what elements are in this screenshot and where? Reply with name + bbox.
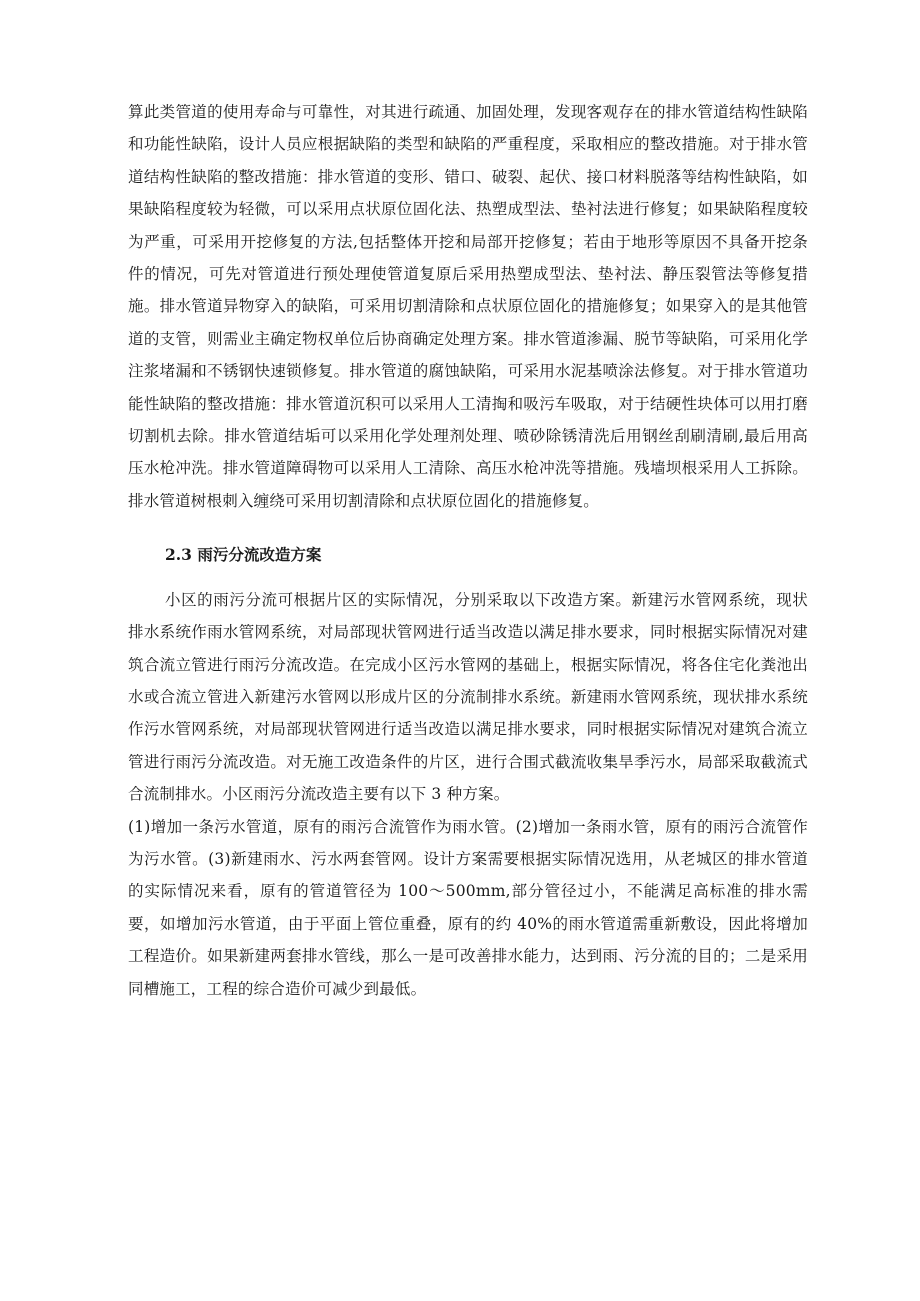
paragraph-defect-remediation: 算此类管道的使用寿命与可靠性，对其进行疏通、加固处理，发现客观存在的排水管道结构性缺陷和功能性缺陷，设计人员应根据缺陷的类型和缺陷的严重程度，采取相应的整改措施。对于排水管道结构性缺陷的整改措施：排水管道的变形、错口、破裂、起伏、接口材料脱落等结构性缺陷，如果缺陷程度较为轻微，可以采用点状原位固化法、热塑成型法、垫衬法进行修复；如果缺陷程度较为严重，可采用开挖修复的方法,包括整体开挖和局部开挖修复；若由于地形等原因不具备开挖条件的情况，可先对管道进行预处理使管道复原后采用热塑成型法、垫衬法、静压裂管法等修复措施。排水管道异物穿入的缺陷，可采用切割清除和点状原位固化的措施修复；如果穿入的是其他管道的支管，则需业主确定物权单位后协商确定处理方案。排水管道渗漏、脱节等缺陷，可采用化学注浆堵漏和不锈钢快速锁修复。排水管道的腐蚀缺陷，可采用水泥基喷涂法修复。对于排水管道功能性缺陷的整改措施：排水管道沉积可以采用人工清掏和吸污车吸取，对于结硬性块体可以用打磨切割机去除。排水管道结垢可以采用化学处理剂处理、喷砂除锈清洗后用钢丝刮刷清刷,最后用高压水枪冲洗。排水管道障碍物可以采用人工清除、高压水枪冲洗等措施。残墙坝根采用人工拆除。排水管道树根刺入缠绕可采用切割清除和点状原位固化的措施修复。 <box>128 103 808 510</box>
paragraph-three-options: (1)增加一条污水管道，原有的雨污合流管作为雨水管。(2)增加一条雨水管，原有的雨污合流管作为污水管。(3)新建雨水、污水两套管网。设计方案需要根据实际情况选用，从老城区的排水管道的实际情况来看，原有的管道管径为 100～500mm,部分管径过小，不能满足高标准的排水需要，如增加污水管道，由于平面上管位重叠，原有的约 40%的雨水管道需重新敷设，因此将增加工程造价。如果新建两套排水管线，那么一是可改善排水能力，达到雨、污分流的目的；二是采用同槽施工，工程的综合造价可减少到最低。 <box>128 817 808 998</box>
section-heading: 2.3 雨污分流改造方案 <box>165 545 322 565</box>
document-body <box>128 96 808 1005</box>
paragraph-separation-plans: 小区的雨污分流可根据片区的实际情况，分别采取以下改造方案。新建污水管网系统，现状排水系统作雨水管网系统，对局部现状管网进行适当改造以满足排水要求，同时根据实际情况对建筑合流立管进行雨污分流改造。在完成小区污水管网的基础上，根据实际情况，将各住宅化粪池出水或合流立管进入新建污水管网以形成片区的分流制排水系统。新建雨水管网系统，现状排水系统作污水管网系统，对局部现状管网进行适当改造以满足排水要求，同时根据实际情况对建筑合流立管进行雨污分流改造。对无施工改造条件的片区，进行合围式截流收集旱季污水，局部采取截流式合流制排水。小区雨污分流改造主要有以下 3 种方案。 <box>128 590 808 804</box>
